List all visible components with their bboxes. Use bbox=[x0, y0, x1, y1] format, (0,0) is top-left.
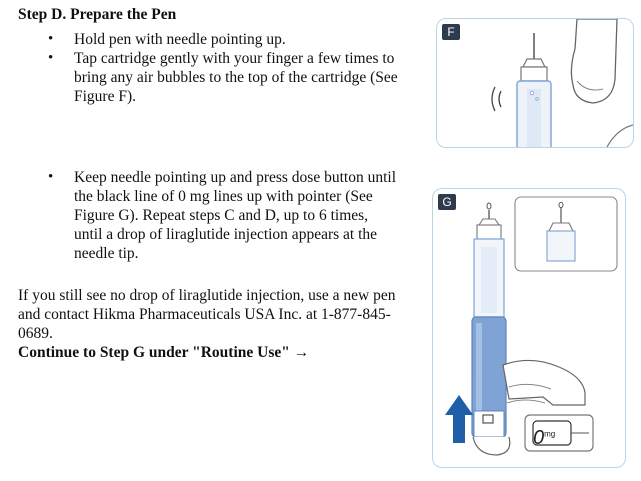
step-heading: Step D. Prepare the Pen bbox=[18, 6, 177, 23]
thumb bbox=[473, 437, 510, 455]
cartridge-liquid bbox=[527, 89, 541, 147]
dose-unit: mg bbox=[544, 429, 556, 439]
air-bubble bbox=[536, 98, 539, 101]
needle-hub bbox=[479, 219, 499, 225]
needle-hub bbox=[523, 59, 545, 67]
list-item: • Keep needle pointing up and press dose button until the black line of 0 mg lines up with pointer (See Figure G). Repeat steps C and D, up to 6 times, until a drop of liraglutide injection appears at the needle tip. bbox=[48, 168, 398, 263]
dose-display-value bbox=[533, 427, 555, 450]
list-item: • Hold pen with needle pointing up. bbox=[48, 30, 398, 49]
liquid-drop bbox=[487, 203, 491, 209]
push-up-arrow bbox=[445, 395, 473, 443]
instruction-list-top bbox=[48, 30, 398, 106]
hand-outline bbox=[607, 125, 633, 147]
dose-counter-window bbox=[483, 415, 493, 423]
finger-crease bbox=[507, 400, 545, 403]
contact-note: If you still see no drop of liraglutide injection, use a new pen and contact Hikma Pharmaceuticals USA Inc. at 1-877-845-0689. bbox=[18, 287, 396, 342]
dose-number: 0 bbox=[533, 427, 545, 449]
inset-hub bbox=[549, 223, 573, 231]
inset-pen bbox=[547, 231, 575, 261]
figure-g bbox=[432, 188, 626, 468]
tap-mark bbox=[499, 91, 501, 107]
tap-mark bbox=[492, 87, 495, 111]
figure-g-label: G bbox=[438, 194, 456, 210]
figure-f-illustration bbox=[437, 19, 633, 147]
figure-f-label: F bbox=[442, 24, 460, 40]
cartridge-window bbox=[481, 247, 497, 313]
hand bbox=[503, 360, 585, 405]
figure-f bbox=[436, 18, 634, 148]
inset-drop bbox=[559, 202, 563, 207]
air-bubble bbox=[530, 91, 534, 95]
list-item: • Tap cartridge gently with your finger a few times to bring any air bubbles to the top of the cartridge (See Figure F). bbox=[48, 49, 398, 106]
instruction-list-bottom bbox=[48, 168, 398, 263]
continue-link-text: Continue to Step G under "Routine Use" → bbox=[18, 344, 310, 361]
pen-cap bbox=[477, 225, 501, 239]
pen-cap bbox=[521, 67, 547, 81]
figure-g-illustration bbox=[433, 189, 625, 467]
